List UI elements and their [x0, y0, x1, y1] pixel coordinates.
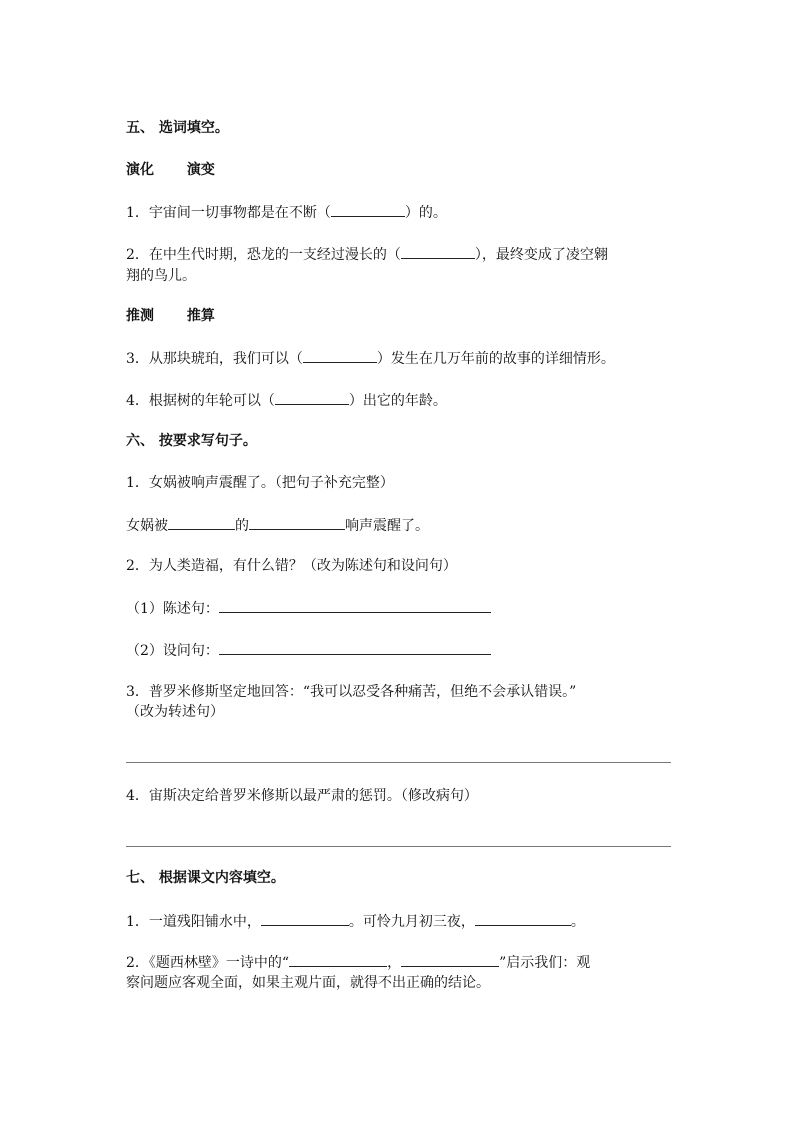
answer-line[interactable] — [219, 640, 491, 655]
question-text: ）发生在几万年前的故事的详细情形。 — [376, 351, 615, 367]
word-choice-group-1 — [126, 160, 243, 180]
question-6-2-prompt: 2．为人类造福，有什么错？（改为陈述句和设问句） — [126, 558, 457, 574]
section-6-title: 六、 按要求写句子。 — [126, 433, 257, 449]
question-text: ），最终变成了凌空翱 — [474, 247, 608, 263]
fill-blank[interactable] — [261, 911, 349, 926]
fill-blank[interactable] — [168, 515, 235, 530]
word-choice-group-2 — [126, 306, 243, 326]
question-text: 4．根据树的年轮可以（ — [126, 393, 275, 409]
question-text: 。 — [570, 914, 585, 930]
question-7-2 — [126, 952, 590, 973]
sentence-text: 女娲被 — [126, 518, 168, 534]
question-5-3 — [126, 348, 615, 369]
answer-label: （2）设问句： — [126, 643, 219, 659]
question-text: ”启示我们：观 — [499, 955, 591, 971]
question-text: 3．从那块琥珀，我们可以（ — [126, 351, 303, 367]
question-text: ）出它的年龄。 — [348, 393, 447, 409]
answer-line[interactable] — [126, 762, 671, 763]
fill-blank[interactable] — [401, 244, 475, 259]
word-option: 推算 — [186, 308, 215, 324]
fill-blank[interactable] — [303, 348, 377, 363]
question-5-2 — [126, 244, 608, 265]
question-text: ）的。 — [404, 205, 447, 221]
question-text: 2．在中生代时期，恐龙的一支经过漫长的（ — [126, 247, 401, 263]
section-7-title: 七、 根据课文内容填空。 — [126, 870, 285, 886]
question-6-3-prompt: 3．普罗米修斯坚定地回答：“我可以忍受各种痛苦，但绝不会承认错误。” — [126, 684, 577, 700]
question-6-1-answer — [126, 515, 429, 536]
sentence-text: 的 — [235, 518, 249, 534]
question-6-3-instruction: （改为转述句） — [126, 704, 224, 720]
question-6-2-answer-1 — [126, 598, 491, 619]
fill-blank[interactable] — [331, 202, 405, 217]
question-5-2-continued: 翔的鸟儿。 — [126, 268, 196, 284]
question-text: 。可怜九月初三夜， — [348, 914, 475, 930]
word-option: 演变 — [186, 162, 215, 178]
fill-blank[interactable] — [275, 390, 349, 405]
fill-blank[interactable] — [401, 952, 499, 967]
question-text: 1．宇宙间一切事物都是在不断（ — [126, 205, 331, 221]
answer-line[interactable] — [219, 598, 491, 613]
section-5-title: 五、 选词填空。 — [126, 120, 229, 136]
question-text: ， — [387, 955, 402, 971]
fill-blank[interactable] — [475, 911, 571, 926]
question-5-4 — [126, 390, 447, 411]
word-option: 演化 — [126, 162, 154, 178]
question-6-4-prompt: 4．宙斯决定给普罗米修斯以最严肃的惩罚。（修改病句） — [126, 788, 478, 804]
question-7-1 — [126, 911, 585, 932]
sentence-text: 响声震醒了。 — [345, 518, 429, 534]
fill-blank[interactable] — [289, 952, 387, 967]
question-text: 1．一道残阳铺水中， — [126, 914, 261, 930]
question-6-1-prompt: 1．女娲被响声震醒了。（把句子补充完整） — [126, 475, 394, 491]
question-6-2-answer-2 — [126, 640, 491, 661]
question-7-2-continued: 察问题应客观全面，如果主观片面，就得不出正确的结论。 — [126, 975, 490, 991]
question-5-1 — [126, 202, 447, 223]
fill-blank[interactable] — [249, 515, 345, 530]
answer-line[interactable] — [126, 846, 671, 847]
answer-label: （1）陈述句： — [126, 601, 219, 617]
question-text: 2．《题西林壁》一诗中的“ — [126, 955, 290, 971]
word-option: 推测 — [126, 308, 154, 324]
